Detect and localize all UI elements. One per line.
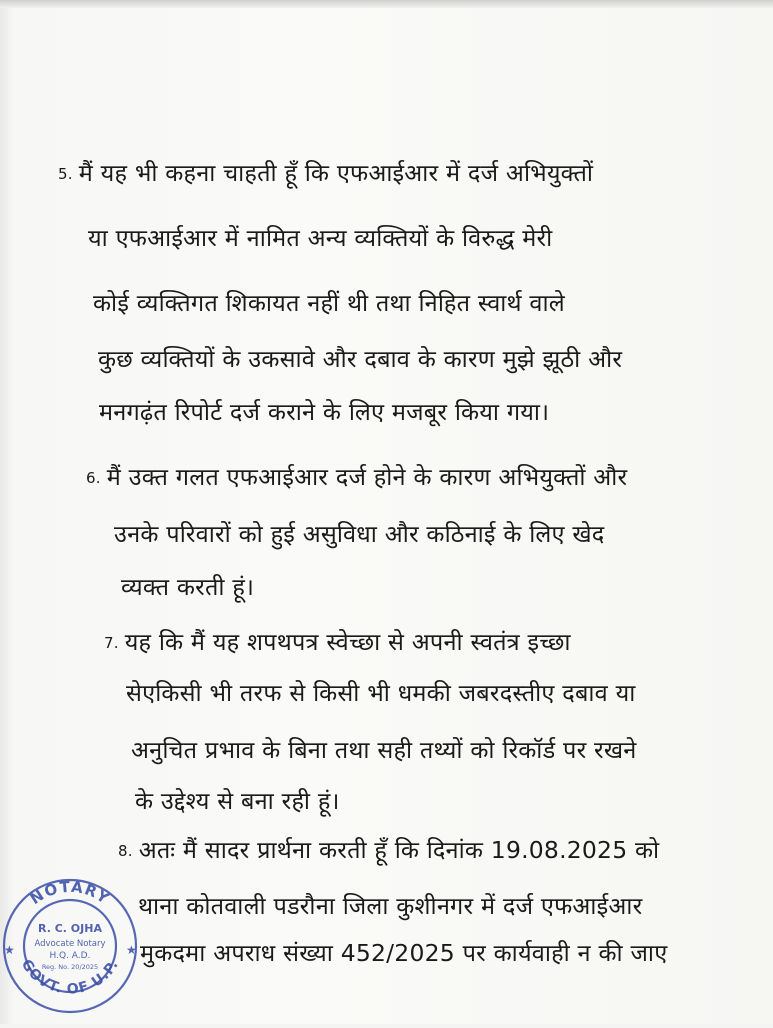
svg-text:Advocate Notary: Advocate Notary [34, 939, 106, 949]
para-8-line-2: थाना कोतवाली पडरौना जिला कुशीनगर में दर्ज एफआईआर [138, 892, 643, 920]
svg-text:R. C. OJHA: R. C. OJHA [38, 922, 102, 935]
para-5-line-5: मनगढ़ंत रिपोर्ट दर्ज कराने के लिए मजबूर किया गया। [99, 398, 550, 426]
para-5-line-1: 5. मैं यह भी कहना चाहती हूँ कि एफआईआर में दर्ज अभियुक्तों [58, 159, 594, 187]
svg-text:★: ★ [4, 943, 15, 957]
svg-text:H.Q. A.D.: H.Q. A.D. [49, 951, 91, 961]
para-8-line-1: 8. अतः मैं सादर प्रार्थना करती हूँ कि दिनांक 19.08.2025 को [118, 836, 660, 864]
para-number: 6. [86, 469, 101, 487]
svg-text:GOVT. OF U.P.: GOVT. OF U.P. [17, 956, 123, 998]
para-5-line-3: कोई व्यक्तिगत शिकायत नहीं थी तथा निहित स्वार्थ वाले [93, 289, 565, 317]
para-7-line-3: अनुचित प्रभाव के बिना तथा सही तथ्यों को रिकॉर्ड पर रखने [131, 736, 637, 764]
notary-stamp [0, 874, 148, 1024]
para-7-line-2: सेएकिसी भी तरफ से किसी भी धमकी जबरदस्तीए दबाव या [126, 679, 636, 707]
para-6-line-3: व्यक्त करती हूं। [121, 573, 255, 601]
page-top-edge [0, 0, 773, 8]
para-number: 5. [58, 165, 73, 183]
para-number: 8. [118, 842, 133, 860]
para-6-line-2: उनके परिवारों को हुई असुविधा और कठिनाई के लिए खेद [114, 520, 605, 548]
para-7-line-1: 7. यह कि मैं यह शपथपत्र स्वेच्छा से अपनी स्वतंत्र इच्छा [104, 628, 571, 656]
svg-text:Reg. No. 20/2025: Reg. No. 20/2025 [41, 963, 99, 971]
svg-text:NOTARY: NOTARY [26, 877, 114, 909]
para-5-line-2: या एफआईआर में नामित अन्य व्यक्तियों के विरुद्ध मेरी [88, 224, 553, 252]
para-6-line-1: 6. मैं उक्त गलत एफआईआर दर्ज होने के कारण अभियुक्तों और [86, 463, 628, 491]
notary-seal-icon [0, 874, 148, 1024]
para-7-line-4: के उद्देश्य से बना रही हूं। [135, 787, 340, 815]
para-8-line-3: मुकदमा अपराध संख्या 452/2025 पर कार्यवाही न की जाए [140, 939, 668, 967]
svg-text:★: ★ [126, 943, 137, 957]
para-number: 7. [104, 634, 119, 652]
para-5-line-4: कुछ व्यक्तियों के उकसावे और दबाव के कारण मुझे झूठी और [98, 345, 623, 373]
